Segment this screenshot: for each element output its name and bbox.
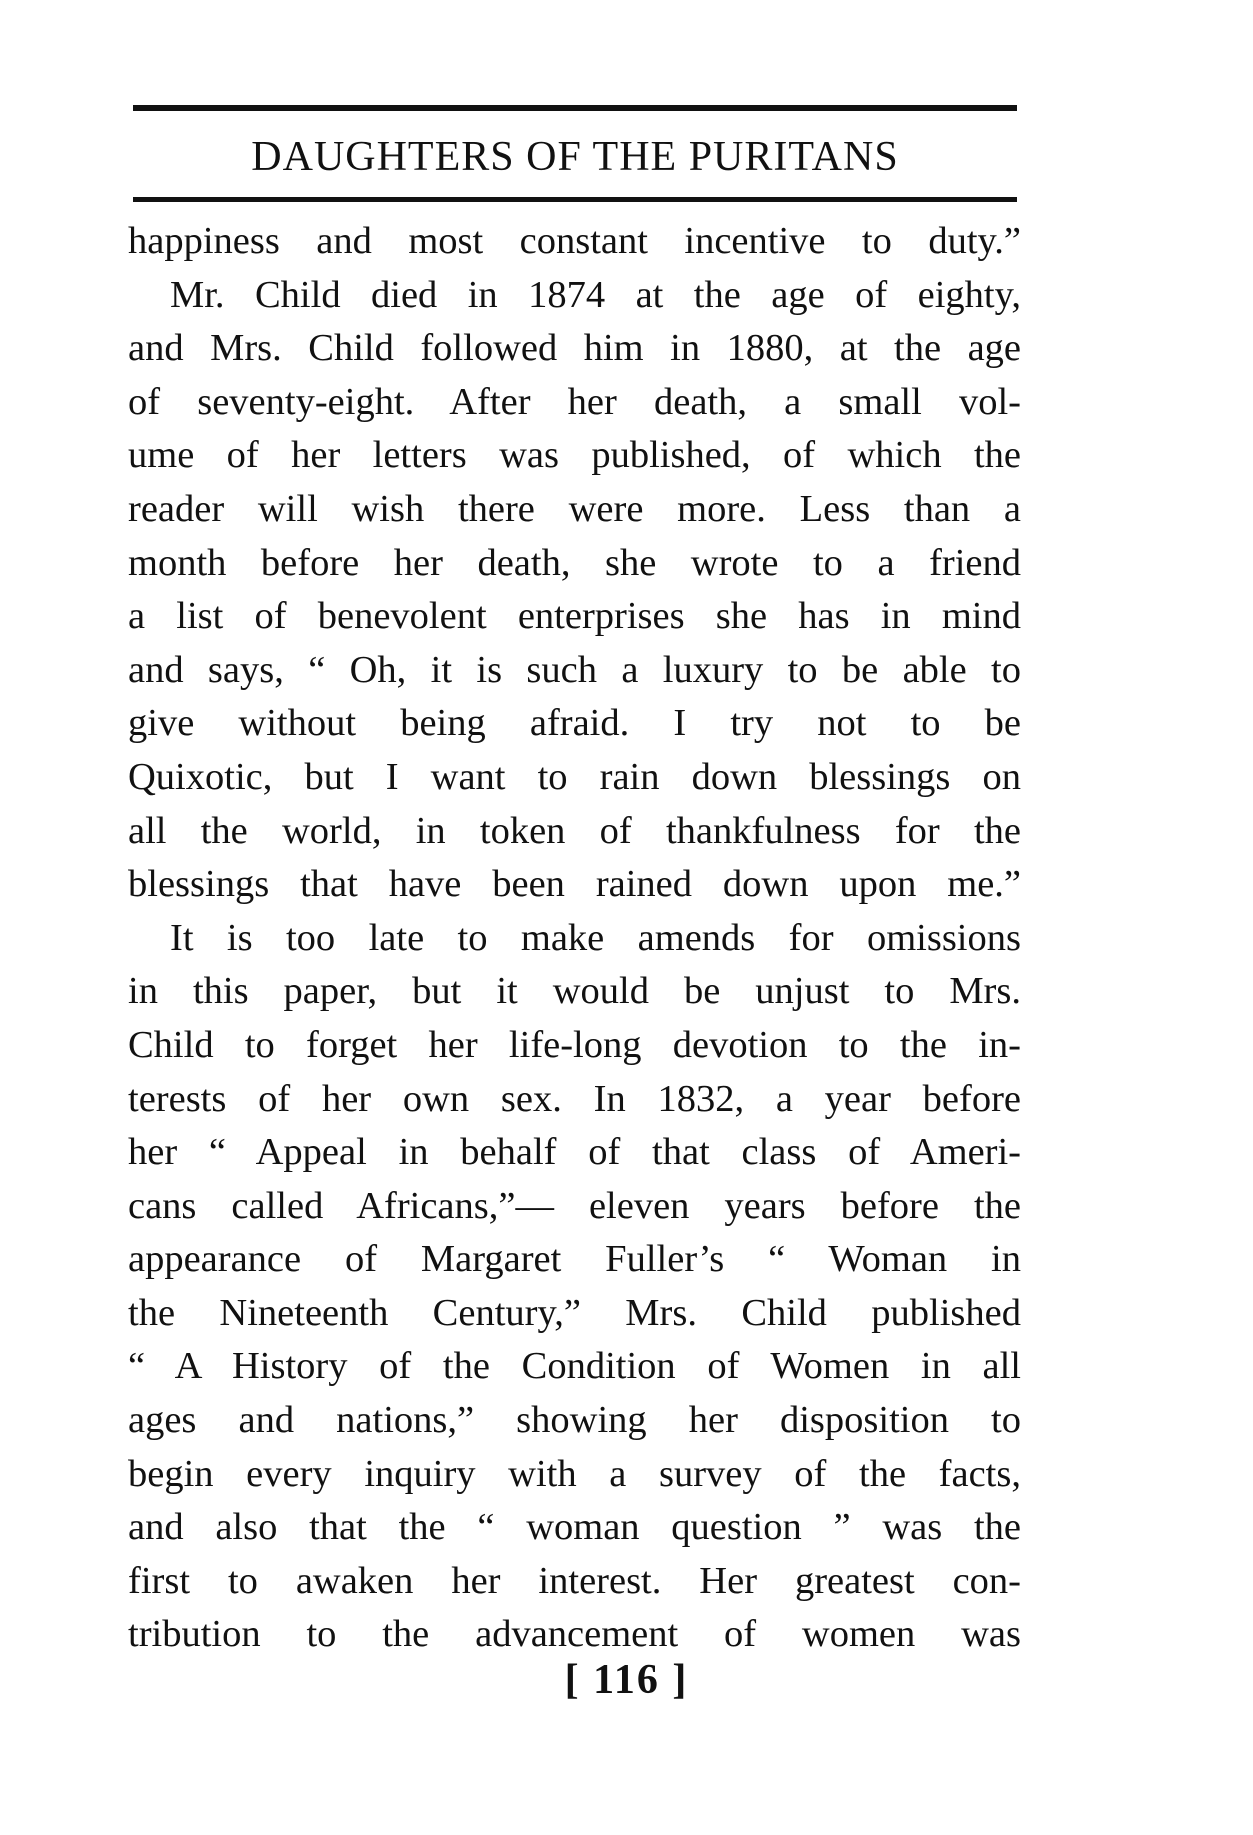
text-line: in this paper, but it would be unjust to Mrs. (128, 970, 1021, 1013)
text-line: ages and nations,” showing her disposition to (128, 1399, 1021, 1442)
text-line: reader will wish there were more. Less than a (128, 487, 1021, 530)
page-number: [ 116 ] (564, 1657, 689, 1703)
text-line: a list of benevolent enterprises she has in mind (128, 595, 1021, 638)
running-head-block (133, 105, 1017, 202)
text-line: and says, “ Oh, it is such a luxury to be able to (128, 648, 1021, 691)
text-line: terests of her own sex. In 1832, a year before (128, 1077, 1021, 1120)
text-line: the Nineteenth Century,” Mrs. Child published (128, 1291, 1021, 1334)
text-line: first to awaken her interest. Her greatest con- (128, 1559, 1021, 1602)
text-line: “ A History of the Condition of Women in all (128, 1345, 1021, 1388)
text-line: cans called Africans,”— eleven years before the (128, 1184, 1021, 1227)
text-line: Child to forget her life-long devotion to the in- (128, 1023, 1021, 1066)
text-line: It is too late to make amends for omissions (170, 916, 1021, 959)
text-line: month before her death, she wrote to a friend (128, 541, 1021, 584)
text-line: Mr. Child died in 1874 at the age of eighty, (170, 273, 1021, 316)
text-line: and Mrs. Child followed him in 1880, at the age (128, 327, 1021, 370)
text-line: give without being afraid. I try not to be (128, 702, 1021, 745)
text-line: happiness and most constant incentive to duty.” (128, 220, 1021, 262)
text-line: appearance of Margaret Fuller’s “ Woman in (128, 1238, 1021, 1281)
text-line: blessings that have been rained down upon me.” (128, 863, 1021, 906)
header-rule-bottom (133, 197, 1017, 202)
body-text (128, 215, 1021, 1662)
text-line: and also that the “ woman question ” was the (128, 1506, 1021, 1549)
text-line: tribution to the advancement of women was (128, 1613, 1021, 1656)
text-line: Quixotic, but I want to rain down blessings on (128, 755, 1021, 798)
text-line: her “ Appeal in behalf of that class of Ameri- (128, 1131, 1021, 1174)
text-line: all the world, in token of thankfulness for the (128, 809, 1021, 852)
running-head: DAUGHTERS OF THE PURITANS (251, 134, 899, 180)
text-line: ume of her letters was published, of which the (128, 434, 1021, 477)
text-line: begin every inquiry with a survey of the facts, (128, 1452, 1021, 1495)
text-line: of seventy-eight. After her death, a small vol- (128, 380, 1021, 423)
